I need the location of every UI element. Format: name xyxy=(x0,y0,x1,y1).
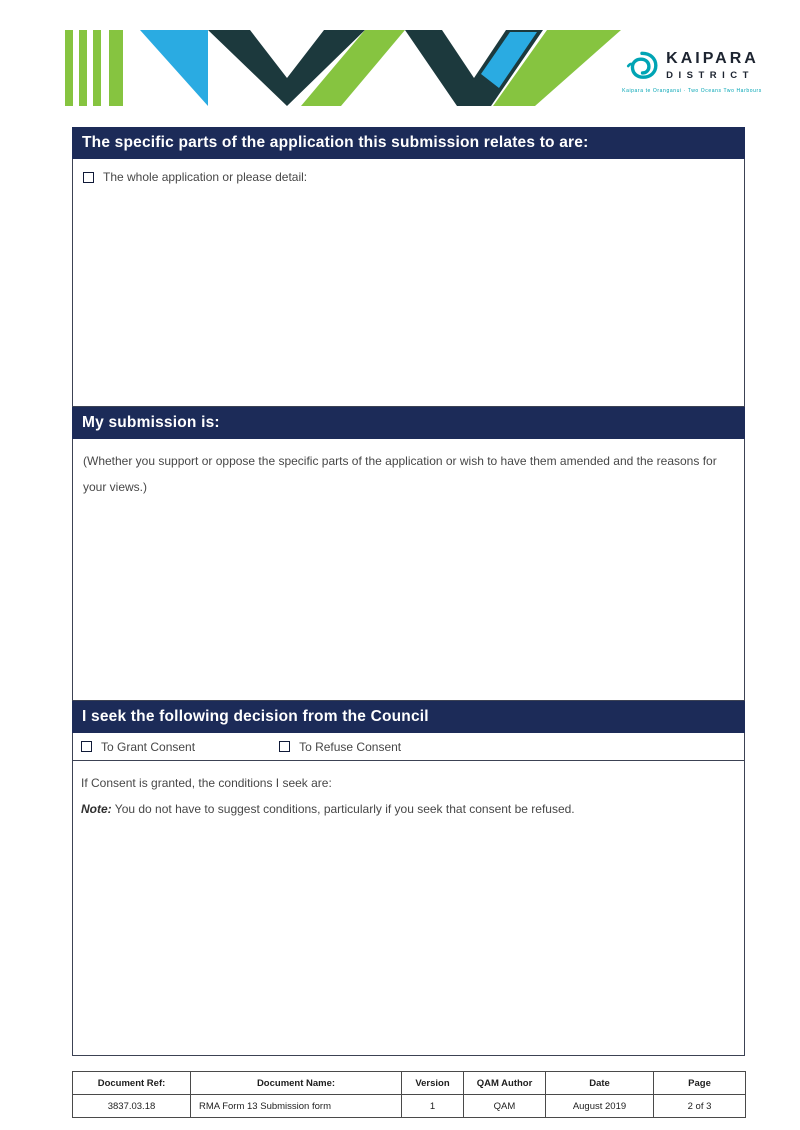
section-header-decision xyxy=(72,701,745,733)
value-document-name: RMA Form 13 Submission form xyxy=(191,1095,402,1118)
koru-icon xyxy=(625,48,659,82)
value-page: 2 of 3 xyxy=(654,1095,746,1118)
specific-parts-detail-input[interactable] xyxy=(73,193,744,406)
conditions-note-text: You do not have to suggest conditions, particularly if you seek that consent be refused. xyxy=(111,802,575,816)
section-header-decision-label: I seek the following decision from the Council xyxy=(82,708,429,725)
conditions-note xyxy=(81,796,736,822)
section-body-specific-parts xyxy=(72,159,745,407)
whole-application-option xyxy=(83,170,734,184)
logo-title: KAIPARA xyxy=(666,49,759,67)
section-header-specific-parts xyxy=(72,127,745,159)
submission-text-input[interactable] xyxy=(73,501,744,700)
decision-options-row xyxy=(72,733,745,761)
header-version: Version xyxy=(402,1072,464,1095)
grant-consent-option xyxy=(81,740,195,754)
value-date: August 2019 xyxy=(546,1095,654,1118)
refuse-consent-checkbox[interactable] xyxy=(279,741,290,752)
section-body-conditions xyxy=(72,761,745,1056)
form-content xyxy=(72,127,745,1056)
logo-text xyxy=(666,50,759,81)
submission-hint-text: (Whether you support or oppose the specific parts of the application or wish to have them amended and the reasons for your views.) xyxy=(83,454,717,494)
header-page: Page xyxy=(654,1072,746,1095)
document-control-table xyxy=(72,1071,746,1118)
logo-subtitle: DISTRICT xyxy=(666,69,754,81)
conditions-note-prefix: Note: xyxy=(81,802,112,816)
logo xyxy=(622,48,762,94)
section-body-my-submission xyxy=(72,439,745,701)
banner-graphic xyxy=(65,30,621,106)
section-header-my-submission-label: My submission is: xyxy=(82,414,220,431)
value-version: 1 xyxy=(402,1095,464,1118)
document-control-header-row xyxy=(73,1072,746,1095)
header-document-ref: Document Ref: xyxy=(73,1072,191,1095)
whole-application-label: The whole application or please detail: xyxy=(103,170,308,184)
value-qam-author: QAM xyxy=(464,1095,546,1118)
conditions-input[interactable] xyxy=(73,823,744,1055)
refuse-consent-label: To Refuse Consent xyxy=(299,739,402,754)
header-document-name: Document Name: xyxy=(191,1072,402,1095)
document-control-value-row xyxy=(73,1095,746,1118)
conditions-label: If Consent is granted, the conditions I seek are: xyxy=(81,776,332,790)
logo-row xyxy=(625,48,759,82)
refuse-consent-option xyxy=(279,740,401,754)
whole-application-checkbox[interactable] xyxy=(83,172,94,183)
section-header-specific-parts-label: The specific parts of the application this submission relates to are: xyxy=(82,134,589,151)
grant-consent-checkbox[interactable] xyxy=(81,741,92,752)
section-header-my-submission xyxy=(72,407,745,439)
logo-tagline: Kaipara te Oranganui · Two Oceans Two Harbours xyxy=(622,88,762,94)
header-date: Date xyxy=(546,1072,654,1095)
grant-consent-label: To Grant Consent xyxy=(101,739,196,754)
header-qam-author: QAM Author xyxy=(464,1072,546,1095)
value-document-ref: 3837.03.18 xyxy=(73,1095,191,1118)
